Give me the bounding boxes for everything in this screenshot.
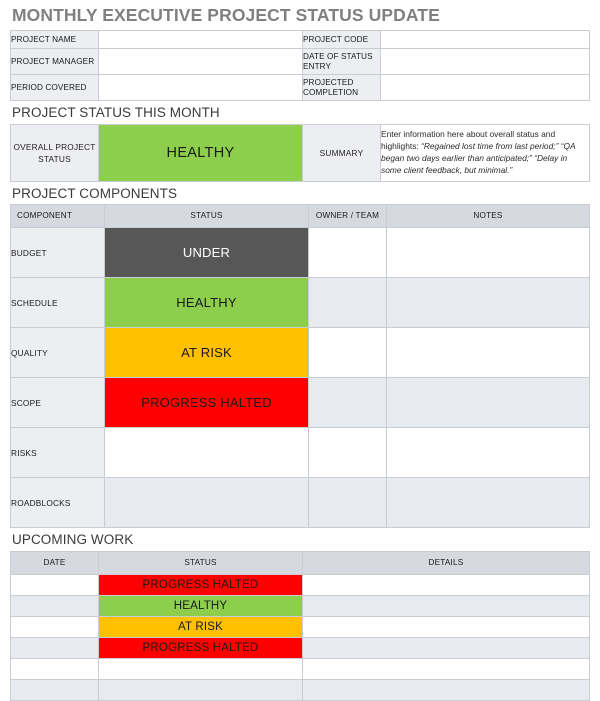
table-header-row <box>11 551 590 574</box>
upcoming-details-cell[interactable] <box>303 574 590 595</box>
date-of-status-entry-label: DATE OF STATUS ENTRY <box>303 49 381 75</box>
upcoming-status-cell[interactable] <box>99 658 303 679</box>
table-row <box>11 124 590 181</box>
project-name-field[interactable] <box>99 31 303 49</box>
table-row <box>11 75 590 101</box>
table-row <box>11 478 590 528</box>
period-covered-label: PERIOD COVERED <box>11 75 99 101</box>
project-code-field[interactable] <box>381 31 590 49</box>
upcoming-work-body <box>11 574 590 700</box>
project-code-label: PROJECT CODE <box>303 31 381 49</box>
component-status-cell[interactable]: AT RISK <box>105 328 309 378</box>
component-notes-cell[interactable] <box>387 328 590 378</box>
period-covered-field[interactable] <box>99 75 303 101</box>
summary-quotes-text: “Regained lost time from last period;” “QA began two days earlier than anticipated;” “Delay in some client feedback, but minimal.” <box>381 140 576 175</box>
component-label: SCHEDULE <box>11 278 105 328</box>
component-label: SCOPE <box>11 378 105 428</box>
column-header-notes: NOTES <box>387 205 590 228</box>
column-header-owner-team: OWNER / TEAM <box>309 205 387 228</box>
projected-completion-field[interactable] <box>381 75 590 101</box>
component-owner-cell[interactable] <box>309 428 387 478</box>
upcoming-details-cell[interactable] <box>303 616 590 637</box>
date-of-status-entry-field[interactable] <box>381 49 590 75</box>
component-label: RISKS <box>11 428 105 478</box>
project-components-header <box>11 205 590 228</box>
upcoming-details-cell[interactable] <box>303 679 590 700</box>
table-row <box>11 31 590 49</box>
component-status-cell[interactable]: HEALTHY <box>105 278 309 328</box>
upcoming-details-cell[interactable] <box>303 658 590 679</box>
component-notes-cell[interactable] <box>387 378 590 428</box>
table-row <box>11 228 590 278</box>
component-owner-cell[interactable] <box>309 378 387 428</box>
page-title: MONTHLY EXECUTIVE PROJECT STATUS UPDATE <box>12 5 440 25</box>
component-label: ROADBLOCKS <box>11 478 105 528</box>
component-owner-cell[interactable] <box>309 228 387 278</box>
component-label: QUALITY <box>11 328 105 378</box>
upcoming-date-cell[interactable] <box>11 616 99 637</box>
component-status-cell[interactable]: PROGRESS HALTED <box>105 378 309 428</box>
component-notes-cell[interactable] <box>387 278 590 328</box>
upcoming-date-cell[interactable] <box>11 679 99 700</box>
upcoming-status-cell[interactable]: PROGRESS HALTED <box>99 637 303 658</box>
upcoming-date-cell[interactable] <box>11 574 99 595</box>
projected-completion-label: PROJECTED COMPLETION <box>303 75 381 101</box>
component-owner-cell[interactable] <box>309 278 387 328</box>
summary-text[interactable] <box>381 124 590 181</box>
upcoming-status-cell[interactable]: PROGRESS HALTED <box>99 574 303 595</box>
upcoming-status-cell[interactable]: HEALTHY <box>99 595 303 616</box>
upcoming-date-cell[interactable] <box>11 637 99 658</box>
column-header-date: DATE <box>11 551 99 574</box>
component-owner-cell[interactable] <box>309 478 387 528</box>
project-info-body <box>11 31 590 101</box>
section-heading-project-status: PROJECT STATUS THIS MONTH <box>12 105 220 121</box>
table-row <box>11 328 590 378</box>
section-heading-upcoming-work: UPCOMING WORK <box>12 532 134 548</box>
overall-project-status-value[interactable]: HEALTHY <box>99 124 303 181</box>
project-info-table <box>10 30 590 101</box>
project-manager-label: PROJECT MANAGER <box>11 49 99 75</box>
component-owner-cell[interactable] <box>309 328 387 378</box>
column-header-details: DETAILS <box>303 551 590 574</box>
upcoming-work-header <box>11 551 590 574</box>
project-status-table <box>10 124 590 182</box>
table-row <box>11 278 590 328</box>
table-row <box>11 679 590 700</box>
project-status-body <box>11 124 590 181</box>
table-row <box>11 378 590 428</box>
project-components-body <box>11 228 590 528</box>
section-heading-project-components: PROJECT COMPONENTS <box>12 185 178 201</box>
upcoming-details-cell[interactable] <box>303 595 590 616</box>
table-row <box>11 428 590 478</box>
project-components-table <box>10 204 590 528</box>
component-notes-cell[interactable] <box>387 428 590 478</box>
upcoming-date-cell[interactable] <box>11 595 99 616</box>
upcoming-date-cell[interactable] <box>11 658 99 679</box>
component-status-cell[interactable] <box>105 428 309 478</box>
column-header-component: COMPONENT <box>11 205 105 228</box>
upcoming-status-cell[interactable]: AT RISK <box>99 616 303 637</box>
upcoming-work-table <box>10 551 590 701</box>
component-notes-cell[interactable] <box>387 478 590 528</box>
project-manager-field[interactable] <box>99 49 303 75</box>
summary-label: SUMMARY <box>303 124 381 181</box>
table-row <box>11 574 590 595</box>
component-status-cell[interactable] <box>105 478 309 528</box>
summary-intro-text: Enter information here about overall status and highlights: <box>381 128 556 151</box>
component-notes-cell[interactable] <box>387 228 590 278</box>
component-status-cell[interactable]: UNDER <box>105 228 309 278</box>
column-header-status: STATUS <box>99 551 303 574</box>
component-label: BUDGET <box>11 228 105 278</box>
column-header-status: STATUS <box>105 205 309 228</box>
upcoming-details-cell[interactable] <box>303 637 590 658</box>
overall-project-status-label: OVERALL PROJECT STATUS <box>11 124 99 181</box>
project-name-label: PROJECT NAME <box>11 31 99 49</box>
table-row <box>11 637 590 658</box>
upcoming-status-cell[interactable] <box>99 679 303 700</box>
table-header-row <box>11 205 590 228</box>
table-row <box>11 658 590 679</box>
table-row <box>11 616 590 637</box>
table-row <box>11 49 590 75</box>
table-row <box>11 595 590 616</box>
